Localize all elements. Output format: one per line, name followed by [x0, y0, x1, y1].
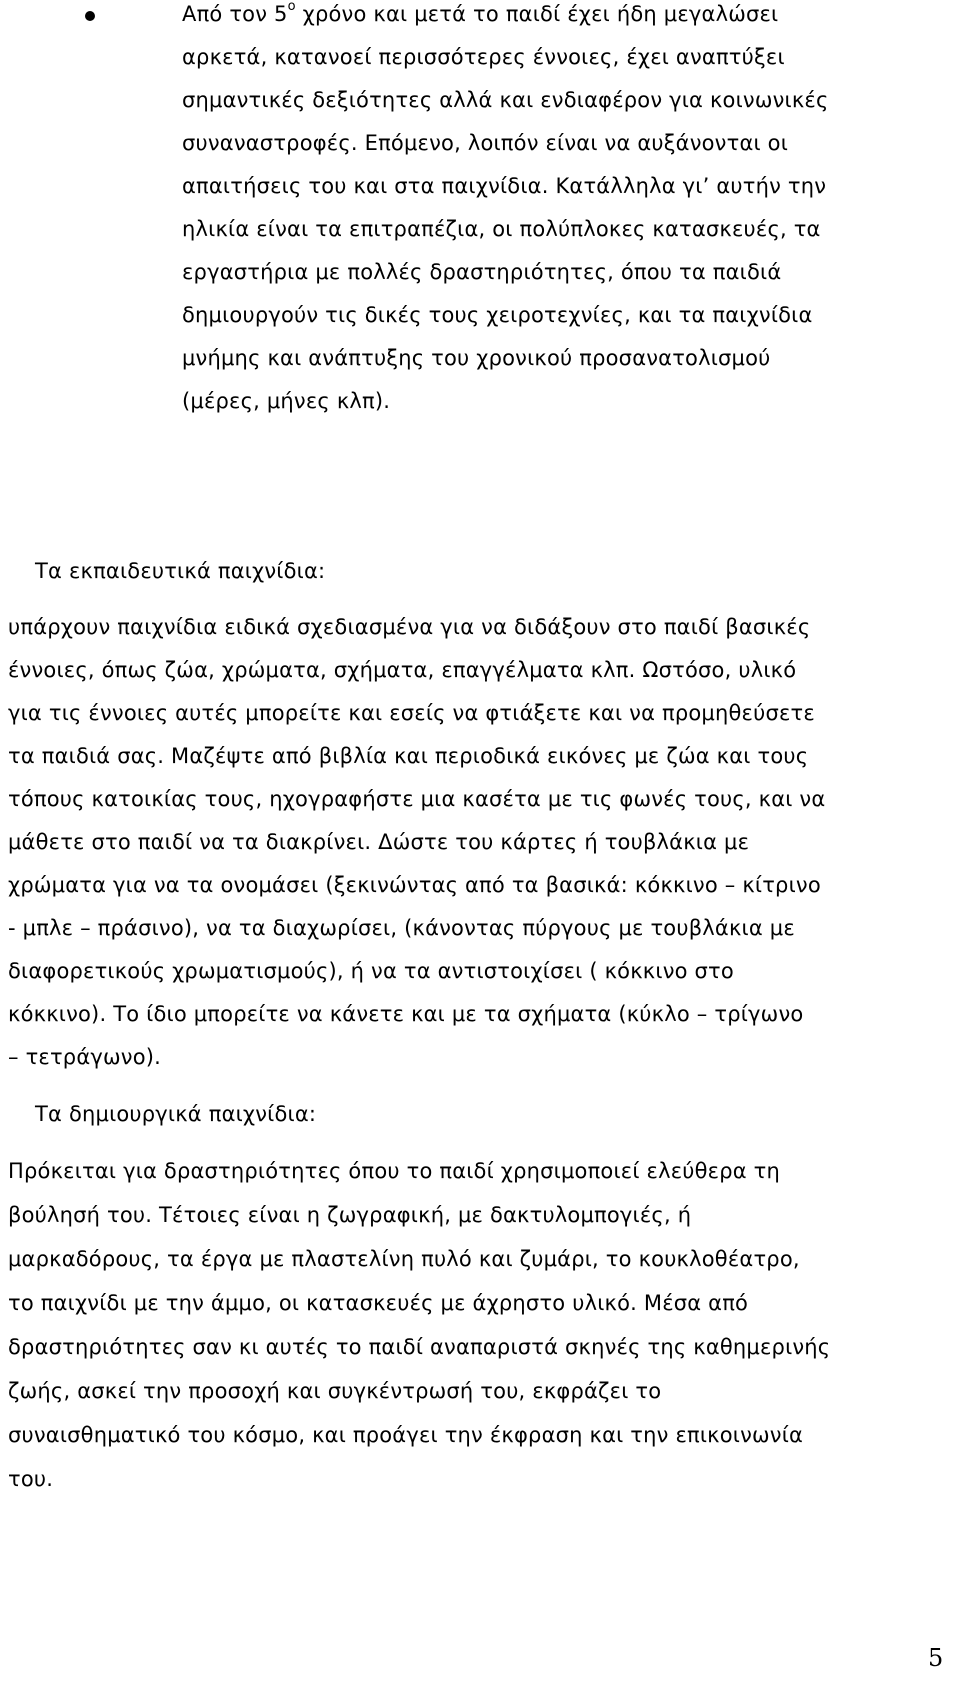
paragraph-line: για τις έννοιες αυτές μπορείτε και εσείς να φτιάξετε και να προμηθεύσετε	[8, 701, 815, 725]
bullet-line: (μέρες, μήνες κλπ).	[182, 389, 391, 413]
bullet-line	[182, 0, 779, 26]
bullet-line-suffix: χρόνο και μετά το παιδί έχει ήδη μεγαλώσει	[295, 2, 779, 26]
paragraph-line: χρώματα για να τα ονομάσει (ξεκινώντας από τα βασικά: κόκκινο – κίτρινο	[8, 873, 821, 897]
paragraph-line: συναισθηματικό του κόσμο, και προάγει την έκφραση και την επικοινωνία	[8, 1423, 804, 1447]
paragraph-line: το παιχνίδι με την άμμο, οι κατασκευές με άχρηστο υλικό. Μέσα από	[8, 1291, 749, 1315]
bullet-line: απαιτήσεις του και στα παιχνίδια. Κατάλληλα γι’ αυτήν την	[182, 174, 827, 198]
paragraph-line: υπάρχουν παιχνίδια ειδικά σχεδιασμένα για να διδάξουν στο παιδί βασικές	[8, 615, 811, 639]
paragraph-line: τόπους κατοικίας τους, ηχογραφήστε μια κασέτα με τις φωνές τους, και να	[8, 787, 826, 811]
paragraph-line: τα παιδιά σας. Μαζέψτε από βιβλία και περιοδικά εικόνες με ζώα και τους	[8, 744, 809, 768]
paragraph-line: δραστηριότητες σαν κι αυτές το παιδί αναπαριστά σκηνές της καθημερινής	[8, 1335, 831, 1359]
paragraph-line: μαρκαδόρους, τα έργα με πλαστελίνη πυλό και ζυμάρι, το κουκλοθέατρο,	[8, 1247, 800, 1271]
bullet-icon	[85, 11, 95, 21]
paragraph-line: - μπλε – πράσινο), να τα διαχωρίσει, (κάνοντας πύργους με τουβλάκια με	[8, 916, 795, 940]
bullet-line: μνήμης και ανάπτυξης του χρονικού προσανατολισμού	[182, 346, 771, 370]
bullet-line: αρκετά, κατανοεί περισσότερες έννοιες, έχει αναπτύξει	[182, 45, 785, 69]
creative-heading: Τα δημιουργικά παιχνίδια:	[35, 1102, 317, 1126]
paragraph-line: Πρόκειται για δραστηριότητες όπου το παιδί χρησιμοποιεί ελεύθερα τη	[8, 1159, 780, 1183]
paragraph-line: βούλησή του. Τέτοιες είναι η ζωγραφική, με δακτυλομπογιές, ή	[8, 1203, 692, 1227]
bullet-line: συναναστροφές. Επόμενο, λοιπόν είναι να αυξάνονται οι	[182, 131, 789, 155]
bullet-line-prefix: Από τον 5	[182, 2, 288, 26]
bullet-line: σημαντικές δεξιότητες αλλά και ενδιαφέρον για κοινωνικές	[182, 88, 829, 112]
bullet-line: εργαστήρια με πολλές δραστηριότητες, όπου τα παιδιά	[182, 260, 782, 284]
ordinal-superscript: ο	[287, 0, 296, 14]
bullet-line: ηλικία είναι τα επιτραπέζια, οι πολύπλοκες κατασκευές, τα	[182, 217, 821, 241]
paragraph-line: διαφορετικούς χρωματισμούς), ή να τα αντιστοιχίσει ( κόκκινο στο	[8, 959, 734, 983]
bullet-line: δημιουργούν τις δικές τους χειροτεχνίες, και τα παιχνίδια	[182, 303, 813, 327]
paragraph-line: του.	[8, 1467, 54, 1491]
paragraph-line: – τετράγωνο).	[8, 1045, 162, 1069]
educational-heading: Τα εκπαιδευτικά παιχνίδια:	[35, 559, 326, 583]
paragraph-line: μάθετε στο παιδί να τα διακρίνει. Δώστε του κάρτες ή τουβλάκια με	[8, 830, 750, 854]
paragraph-line: ζωής, ασκεί την προσοχή και συγκέντρωσή του, εκφράζει το	[8, 1379, 662, 1403]
paragraph-line: κόκκινο). Το ίδιο μπορείτε να κάνετε και με τα σχήματα (κύκλο – τρίγωνο	[8, 1002, 804, 1026]
paragraph-line: έννοιες, όπως ζώα, χρώματα, σχήματα, επαγγέλματα κλπ. Ωστόσο, υλικό	[8, 658, 797, 682]
page-number: 5	[928, 1644, 944, 1672]
